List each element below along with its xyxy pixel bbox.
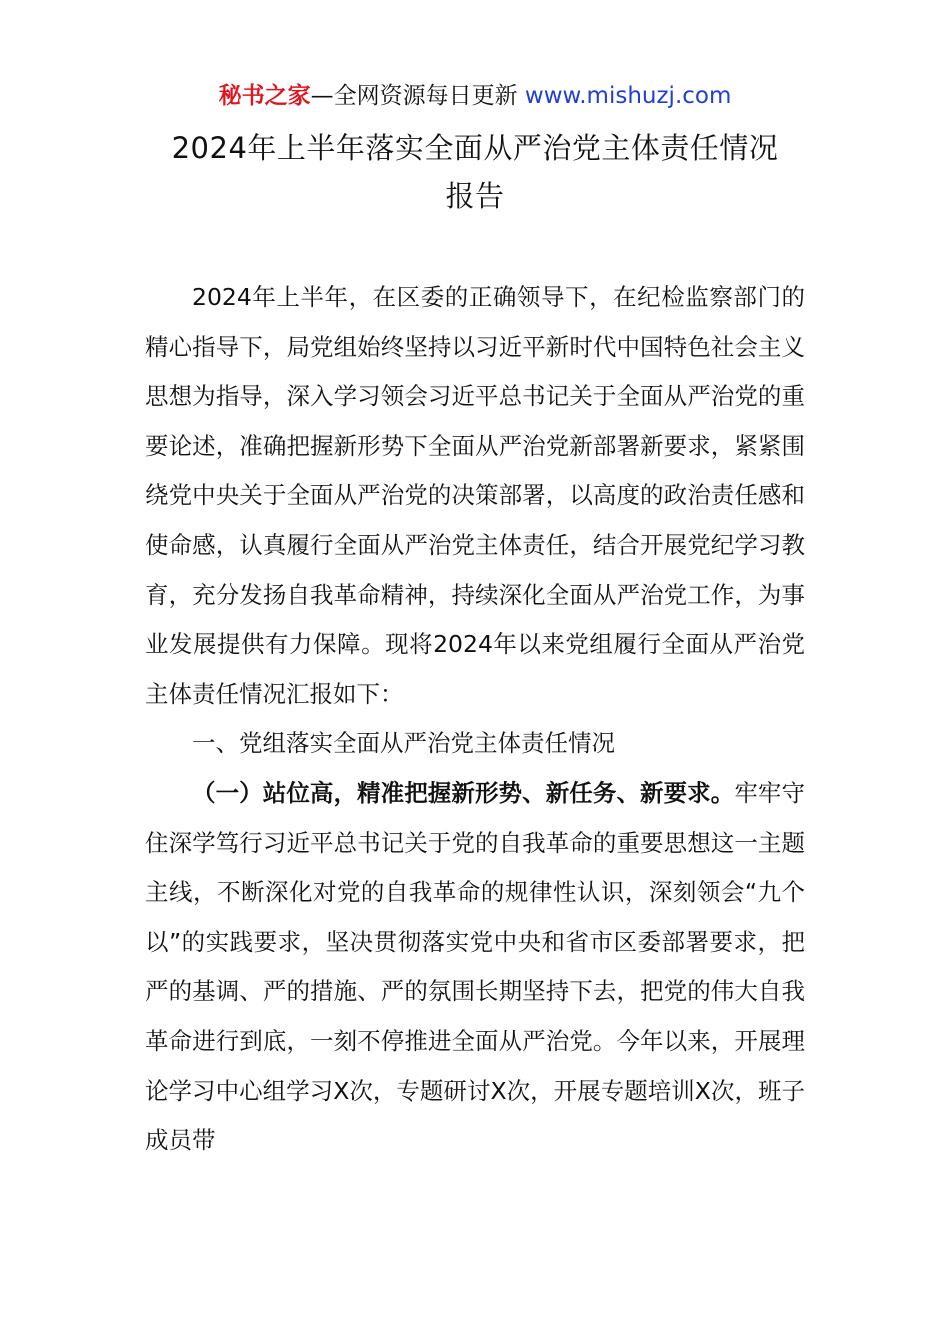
- subsection-body: 牢牢守住深学笃行习近平总书记关于党的自我革命的重要思想这一主题主线，不断深化对党的自我革命的规律性认识，深刻领会“九个以”的实践要求，坚决贯彻落实党中央和省市区委部署要求，把严的基调、严的措施、严的氛围长期坚持下去，把党的伟大自我革命进行到底，一刻不停推进全面从严治党。今年以来，开展理论学习中心组学习X次，专题研讨X次，开展专题培训X次，班子成员带: [145, 778, 806, 1155]
- subsection-paragraph: [145, 769, 805, 1166]
- brand-name: 秘书之家: [218, 83, 311, 109]
- intro-paragraph: 2024年上半年，在区委的正确领导下，在纪检监察部门的精心指导下，局党组始终坚持以习近平新时代中国特色社会主义思想为指导，深入学习领会习近平总书记关于全面从严治党的重要论述，准确把握新形势下全面从严治党新部署新要求，紧紧围绕党中央关于全面从严治党的决策部署，以高度的政治责任感和使命感，认真履行全面从严治党主体责任，结合开展党纪学习教育，充分发扬自我革命精神，持续深化全面从严治党工作，为事业发展提供有力保障。现将2024年以来党组履行全面从严治党主体责任情况汇报如下：: [145, 283, 805, 708]
- section-heading: 一、党组落实全面从严治党主体责任情况: [192, 729, 615, 758]
- site-header: [0, 80, 950, 112]
- site-link[interactable]: www.mishuzj.com: [524, 83, 732, 109]
- subsection-title: （一）站位高，精准把握新形势、新任务、新要求。: [192, 778, 735, 807]
- document-title: [100, 124, 850, 220]
- document-title-line-1: 2024年上半年落实全面从严治党主体责任情况: [171, 131, 779, 165]
- document-body: [145, 273, 805, 1166]
- header-tagline: —全网资源每日更新: [310, 83, 518, 109]
- document-title-line-2: 报告: [445, 179, 505, 213]
